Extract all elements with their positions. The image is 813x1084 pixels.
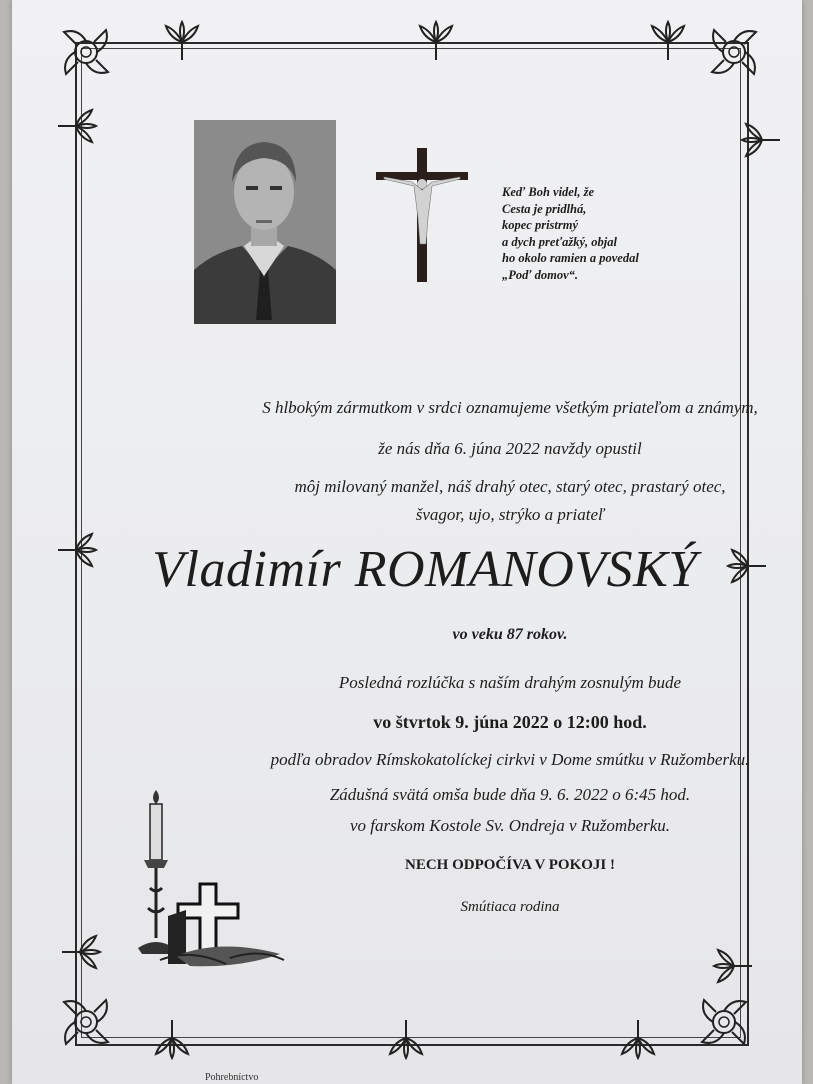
lily-ornament-icon	[616, 1016, 660, 1060]
crucifix-icon	[376, 148, 468, 282]
intro-line: S hlbokým zármutkom v srdci oznamujeme všetkým priateľom a známym,	[262, 398, 758, 417]
ceremony-line: Zádušná svätá omša bude dňa 9. 6. 2022 o 6:45 hod.	[329, 785, 691, 804]
intro-line: švagor, ujo, strýko a priateľ	[415, 505, 605, 524]
lily-ornament-icon	[58, 930, 102, 974]
lily-ornament-icon	[384, 1016, 428, 1060]
poem-line: „Poď domov“.	[502, 267, 579, 282]
poem-line: a dych preťažký, objal	[502, 234, 617, 249]
rest-in-peace-line: NECH ODPOČÍVA V POKOJI !	[404, 857, 616, 873]
lily-ornament-icon	[740, 118, 784, 162]
farewell-datetime-line: vo štvrtok 9. júna 2022 o 12:00 hod.	[373, 712, 647, 732]
age-line: vo veku 87 rokov.	[452, 626, 568, 643]
lily-ornament-icon	[160, 20, 204, 64]
lily-ornament-icon	[414, 20, 458, 64]
intro-line: že nás dňa 6. júna 2022 navždy opustil	[378, 439, 642, 458]
ceremony-line: podľa obradov Rímskokatolíckej cirkvi v Dome smútku v Ružomberku.	[270, 750, 750, 769]
rose-ornament-icon	[694, 992, 754, 1052]
rose-ornament-icon	[704, 22, 764, 82]
portrait-silhouette	[194, 120, 336, 324]
poem-line: Keď Boh videl, že	[502, 185, 594, 199]
rose-ornament-icon	[56, 992, 116, 1052]
rose-ornament-icon	[56, 22, 116, 82]
poem-block	[502, 184, 692, 283]
lily-ornament-icon	[54, 104, 98, 148]
poem-line: Cesta je pridlhá,	[502, 201, 587, 216]
portrait-photo	[194, 120, 336, 324]
farewell-intro-line: Posledná rozlúčka s naším drahým zosnulým bude	[338, 673, 682, 692]
poem-line: ho okolo ramien a povedal	[502, 251, 639, 265]
poem-line: kopec pristrmý	[502, 218, 579, 232]
lily-ornament-icon	[646, 20, 690, 64]
footer-text: Pohrebníctvo	[205, 1072, 259, 1083]
deceased-name: Vladimír ROMANOVSKÝ	[152, 541, 698, 598]
lily-ornament-icon	[150, 1016, 194, 1060]
candle-cross-icon	[130, 788, 290, 978]
ceremony-line: vo farskom Kostole Sv. Ondreja v Ružomberku.	[349, 816, 671, 835]
intro-line: môj milovaný manžel, náš drahý otec, starý otec, prastarý otec,	[294, 477, 726, 496]
lily-ornament-icon	[712, 944, 756, 988]
signature-line: Smútiaca rodina	[460, 899, 560, 915]
